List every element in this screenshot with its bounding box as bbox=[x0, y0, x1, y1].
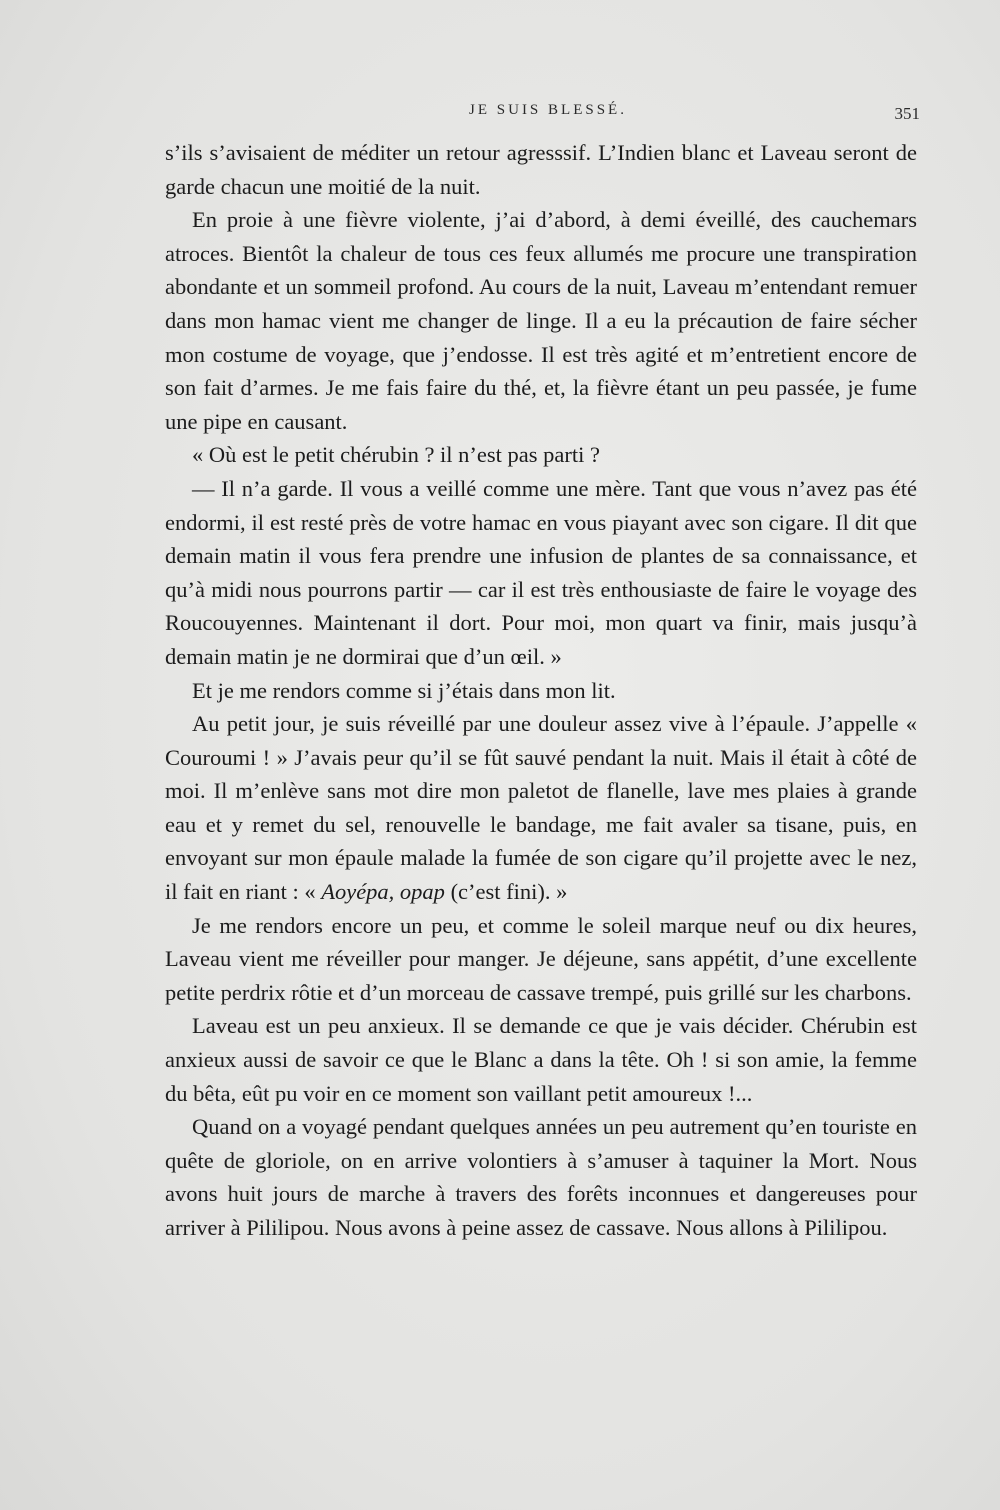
paragraph-6 bbox=[165, 707, 917, 909]
running-title: JE SUIS BLESSÉ. bbox=[469, 102, 627, 118]
paragraph-9: Quand on a voyagé pendant quelques années un peu autrement qu’en touriste en quête de gloriole, on en arrive volontiers à s’amuser à taquiner la Mort. Nous avons huit jours de marche à travers des forêts inconnues et dangereuses pour arriver à Pililipou. Nous avons à peine assez de cassave. Nous allons à Pililipou. bbox=[165, 1114, 917, 1240]
body-text bbox=[165, 136, 917, 1245]
paragraph-8: Laveau est un peu anxieux. Il se demande ce que je vais décider. Chérubin est anxieux aussi de savoir ce que le Blanc a dans la tête. Oh ! si son amie, la femme du bêta, eût pu voir en ce moment son vaillant petit amoureux !... bbox=[165, 1013, 917, 1106]
quote-italic: Aoyépa, opap bbox=[321, 879, 445, 905]
paragraph-5: Et je me rendors comme si j’étais dans mon lit. bbox=[192, 677, 616, 703]
paragraph-2: En proie à une fièvre violente, j’ai d’abord, à demi éveillé, des cauchemars atroces. Bientôt la chaleur de tous ces feux allumés me procure une transpiration abondante et un sommeil profond. Au cours de la nuit, Laveau m’entendant remuer dans mon hamac vient me changer de linge. Il a eu la précaution de faire sécher mon costume de voyage, que j’endosse. Il est très agité et m’entretient encore de son fait d’armes. Je me fais faire du thé, et, la fièvre étant un peu passée, je fume une pipe en causant. bbox=[165, 207, 917, 434]
paragraph-6-text: Au petit jour, je suis réveillé par une douleur assez vive à l’épaule. J’appelle « Couroumi ! » J’avais peur qu’il se fût sauvé pendant la nuit. Mais il était à côté de moi. Il m’enlève sans mot dire mon paletot de flanelle, lave mes plaies à grande eau et y remet du sel, renouvelle le bandage, me fait avaler sa tisane, puis, en envoyant sur mon épaule malade la fumée de son cigare qu’il projette avec le nez, il fait en riant : bbox=[165, 711, 917, 905]
page-number: 351 bbox=[894, 104, 920, 123]
quote-open: « bbox=[304, 879, 322, 905]
paragraph-3: « Où est le petit chérubin ? il n’est pas parti ? bbox=[192, 442, 600, 468]
paragraph-4: — Il n’a garde. Il vous a veillé comme une mère. Tant que vous n’avez pas été endormi, il est resté près de votre hamac en vous piayant avec son cigare. Il dit que demain matin il vous fera prendre une infusion de plantes de sa connaissance, et qu’à midi nous pourrons partir — car il est très enthousiaste de faire le voyage des Roucouyennes. Maintenant il dort. Pour moi, mon quart va finir, mais jusqu’à demain matin je ne dormirai que d’un œil. » bbox=[165, 475, 917, 669]
quote-close: (c’est fini). » bbox=[444, 879, 568, 905]
paragraph-1: s’ils s’avisaient de méditer un retour agresssif. L’Indien blanc et Laveau seront de garde chacun une moitié de la nuit. bbox=[165, 140, 917, 199]
running-head bbox=[0, 100, 1000, 130]
paragraph-7: Je me rendors encore un peu, et comme le soleil marque neuf ou dix heures, Laveau vient me réveiller pour manger. Je déjeune, sans appétit, d’une excellente petite perdrix rôtie et d’un morceau de cassave trempé, puis grillé sur les charbons. bbox=[165, 912, 917, 1005]
